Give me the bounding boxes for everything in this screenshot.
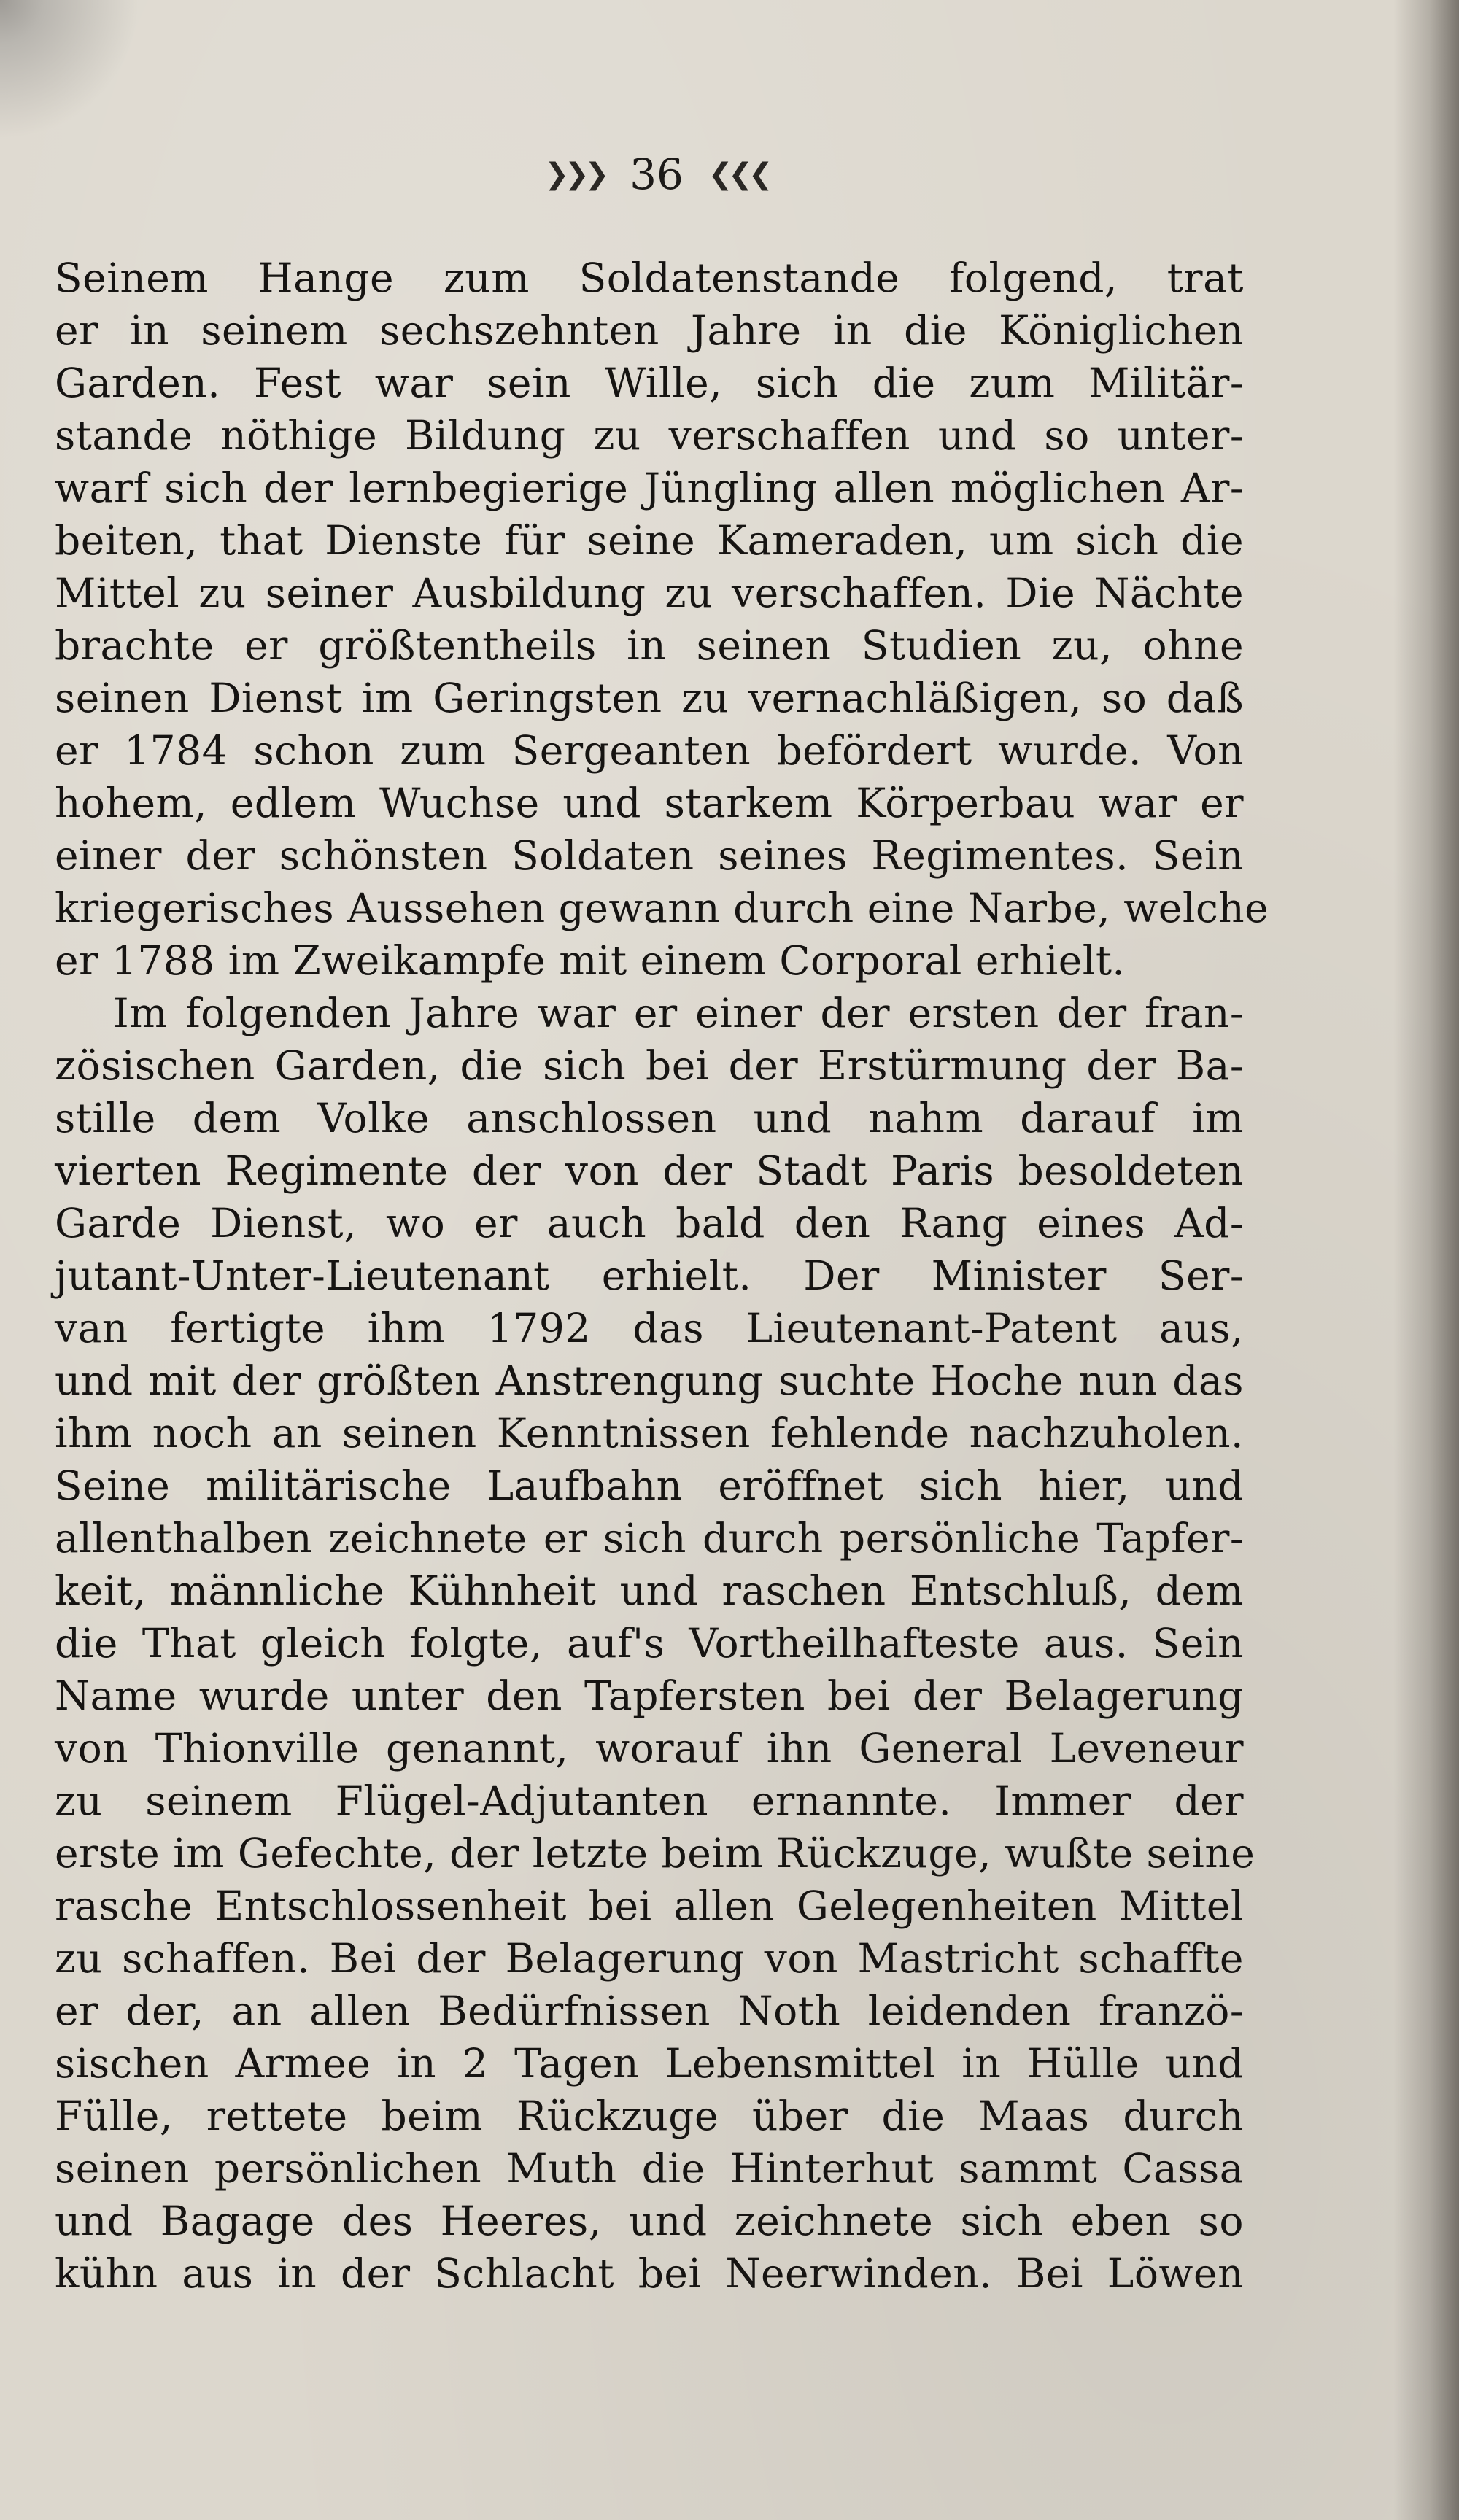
- text-line: Garden. Fest war sein Wille, sich die zum Militär-: [55, 360, 1244, 406]
- text-line: Im folgenden Jahre war er einer der ersten der fran-: [113, 990, 1244, 1036]
- text-line: brachte er größtentheils in seinen Studien zu, ohne: [55, 622, 1244, 669]
- text-line: zösischen Garden, die sich bei der Erstürmung der Ba-: [55, 1042, 1244, 1089]
- text-line: hohem, edlem Wuchse und starkem Körperbau war er: [55, 780, 1244, 826]
- text-line: Name wurde unter den Tapfersten bei der Belagerung: [55, 1672, 1244, 1719]
- text-line: stille dem Volke anschlossen und nahm darauf im: [55, 1095, 1244, 1141]
- page-corner-shadow: [0, 0, 146, 146]
- text-line: er in seinem sechszehnten Jahre in die Königlichen: [55, 307, 1244, 354]
- text-line: einer der schönsten Soldaten seines Regimentes. Sein: [55, 832, 1244, 879]
- text-line: er der, an allen Bedürfnissen Noth leidenden franzö-: [55, 1988, 1244, 2034]
- text-line: warf sich der lernbegierige Jüngling allen möglichen Ar-: [55, 465, 1244, 511]
- text-line: Mittel zu seiner Ausbildung zu verschaffen. Die Nächte: [55, 570, 1244, 616]
- text-line: von Thionville genannt, worauf ihn General Leveneur: [55, 1725, 1244, 1772]
- text-line: van fertigte ihm 1792 das Lieutenant-Patent aus,: [55, 1305, 1244, 1352]
- book-spine-shadow: [1393, 0, 1459, 2520]
- text-line: die That gleich folgte, auf's Vortheilhafteste aus. Sein: [55, 1620, 1244, 1667]
- text-line: stande nöthige Bildung zu verschaffen und so unter-: [55, 412, 1244, 459]
- text-line: kühn aus in der Schlacht bei Neerwinden. Bei Löwen: [55, 2250, 1244, 2297]
- text-line: seinen persönlichen Muth die Hinterhut sammt Cassa: [55, 2145, 1244, 2192]
- text-line: zu seinem Flügel-Adjutanten ernannte. Immer der: [55, 1777, 1244, 1824]
- text-line: sischen Armee in 2 Tagen Lebensmittel in Hülle und: [55, 2040, 1244, 2087]
- body-text: [55, 252, 1269, 2300]
- page-header: [0, 150, 1313, 199]
- text-line: Seinem Hange zum Soldatenstande folgend, trat: [55, 255, 1244, 301]
- text-line: vierten Regimente der von der Stadt Paris besoldeten: [55, 1147, 1244, 1194]
- ornament-right-icon: ❮❮❮: [708, 158, 769, 191]
- text-line: rasche Entschlossenheit bei allen Gelegenheiten Mittel: [55, 1883, 1244, 1929]
- text-line: seinen Dienst im Geringsten zu vernachläßigen, so daß: [55, 675, 1244, 721]
- text-line: beiten, that Dienste für seine Kameraden, um sich die: [55, 517, 1244, 564]
- text-line: und Bagage des Heeres, und zeichnete sich eben so: [55, 2198, 1244, 2244]
- text-line: keit, männliche Kühnheit und raschen Entschluß, dem: [55, 1567, 1244, 1614]
- text-line: zu schaffen. Bei der Belagerung von Mastricht schaffte: [55, 1935, 1244, 1982]
- text-line: allenthalben zeichnete er sich durch persönliche Tapfer-: [55, 1515, 1244, 1562]
- page-number: 36: [630, 150, 684, 199]
- text-line: er 1788 im Zweikampfe mit einem Corporal erhielt.: [55, 937, 1126, 984]
- ornament-left-icon: ❯❯❯: [544, 158, 605, 191]
- text-line: und mit der größten Anstrengung suchte Hoche nun das: [55, 1357, 1244, 1404]
- text-line: Seine militärische Laufbahn eröffnet sich hier, und: [55, 1462, 1244, 1509]
- text-line: jutant-Unter-Lieutenant erhielt. Der Minister Ser-: [55, 1252, 1244, 1299]
- text-line: kriegerisches Aussehen gewann durch eine Narbe, welche: [55, 885, 1269, 931]
- text-line: erste im Gefechte, der letzte beim Rückzuge, wußte seine: [55, 1830, 1255, 1877]
- text-line: ihm noch an seinen Kenntnissen fehlende nachzuholen.: [55, 1410, 1244, 1457]
- text-line: er 1784 schon zum Sergeanten befördert wurde. Von: [55, 727, 1244, 774]
- text-line: Garde Dienst, wo er auch bald den Rang eines Ad-: [55, 1200, 1244, 1247]
- text-line: Fülle, rettete beim Rückzuge über die Maas durch: [55, 2093, 1244, 2139]
